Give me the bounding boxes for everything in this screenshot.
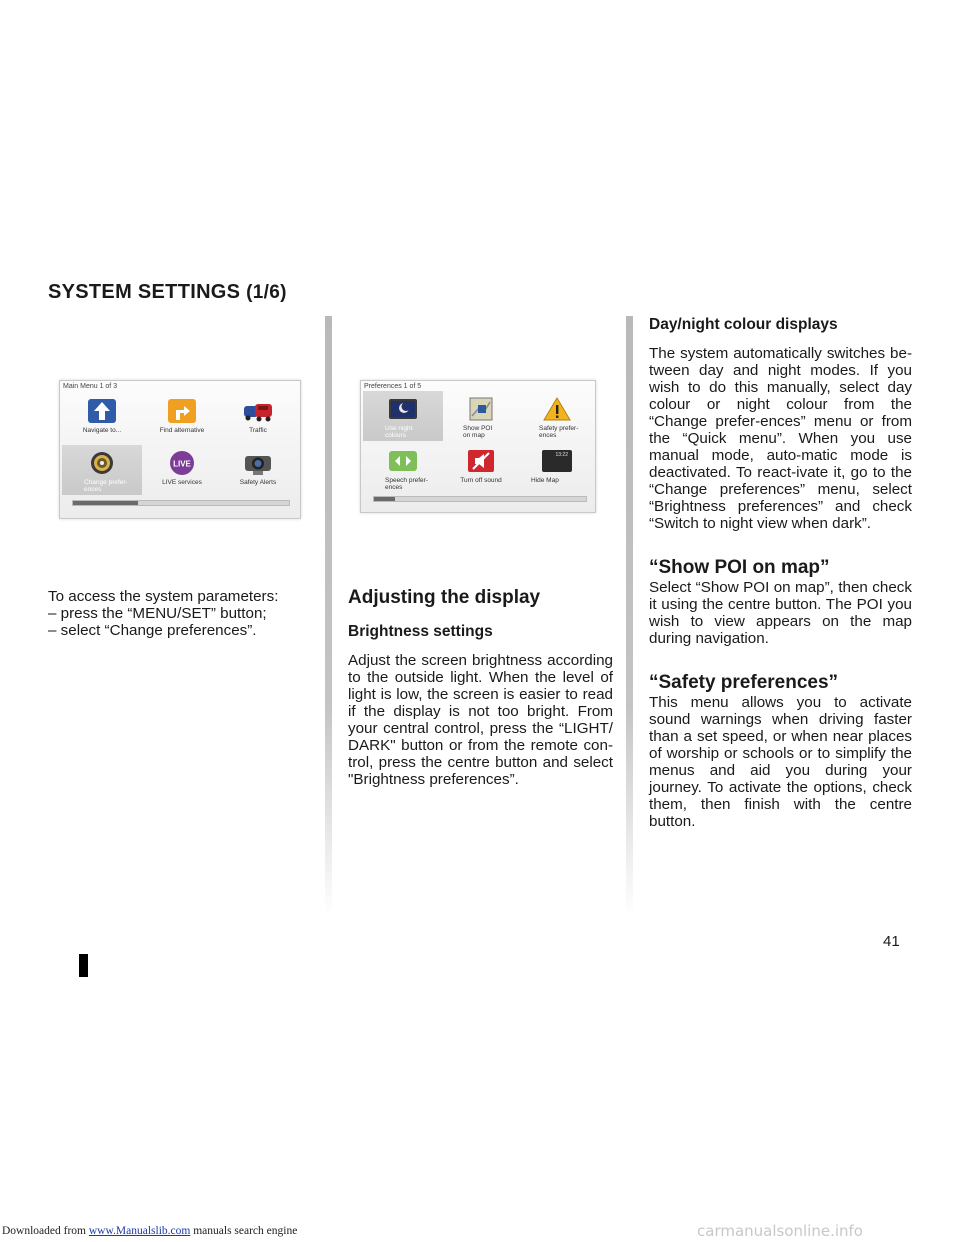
section-heading-adjusting-display: Adjusting the display: [348, 587, 541, 608]
left-column: [48, 588, 306, 639]
tile-show-poi[interactable]: [441, 391, 521, 441]
traffic-cars-icon: [243, 398, 273, 424]
scroll-thumb[interactable]: [73, 501, 138, 505]
tile-find-alternative[interactable]: [142, 393, 222, 443]
tile-change-preferences[interactable]: [62, 445, 142, 495]
tile-label: Change prefer- ences: [84, 479, 128, 493]
page-number: 41: [883, 933, 900, 950]
live-services-icon: [167, 450, 197, 476]
tile-label: Turn off sound: [460, 477, 502, 484]
page-title-part: (1/6): [246, 282, 287, 303]
tile-live-services[interactable]: [142, 445, 222, 495]
page-title: [48, 281, 287, 304]
tile-label: Speech prefer- ences: [385, 477, 428, 491]
screen-scrollbar[interactable]: [373, 496, 587, 502]
heading-show-poi: “Show POI on map”: [649, 557, 830, 578]
tile-label: Use night colours: [385, 425, 413, 439]
tile-turn-off-sound[interactable]: [441, 443, 521, 493]
access-step-2: – select “Change preferences”.: [48, 622, 257, 639]
page-title-text: SYSTEM SETTINGS: [48, 281, 241, 303]
tile-label: Safety prefer- ences: [539, 425, 579, 439]
tile-label: Show POI on map: [463, 425, 493, 439]
tile-label: Navigate to...: [82, 427, 122, 434]
right-column: [649, 316, 912, 841]
show-poi-paragraph: Select “Show POI on map”, then check it using the centre button. The POI you wish to view appears on the map during navigation.: [649, 579, 912, 647]
tile-traffic[interactable]: [218, 393, 298, 443]
tile-label: Find alternative: [159, 427, 205, 434]
screen-header: Main Menu 1 of 3: [63, 383, 118, 390]
main-menu-screen: [59, 380, 301, 519]
tile-label: Safety Alerts: [239, 479, 277, 486]
black-tab-marker: [79, 954, 88, 977]
speech-icon: [388, 448, 418, 474]
tile-safety-preferences[interactable]: [517, 391, 597, 441]
safety-alerts-camera-icon: [243, 450, 273, 476]
tile-label: Traffic: [249, 427, 267, 434]
footer-suffix: manuals search engine: [190, 1225, 298, 1237]
warning-icon: [542, 396, 572, 422]
footer-prefix: Downloaded from: [2, 1225, 89, 1237]
find-alternative-icon: [167, 398, 197, 424]
live-badge-text: LIVE: [173, 459, 191, 469]
tile-speech-preferences[interactable]: [363, 443, 443, 493]
tile-label: Hide Map: [531, 477, 559, 484]
tile-label: LIVE services: [162, 479, 202, 486]
scroll-thumb[interactable]: [374, 497, 395, 501]
column-divider-right: [626, 316, 633, 916]
subheading-day-night: Day/night colour displays: [649, 316, 838, 333]
brightness-paragraph: Adjust the screen brightness according to the outside light. When the level of light is low, the screen is easier to read if the display is not too bright. From your central control, press the “LIGHT/ DARK" button or from the remote con-trol, press the centre button and select "Brightness preferences”.: [348, 652, 613, 788]
night-colours-icon: [388, 396, 418, 422]
access-step-1: – press the “MENU/SET” button;: [48, 605, 267, 622]
tile-navigate-to[interactable]: [62, 393, 142, 443]
column-divider-left: [325, 316, 332, 916]
screen-header: Preferences 1 of 5: [364, 383, 422, 390]
access-intro: To access the system parameters:: [48, 588, 279, 605]
heading-safety-preferences: “Safety preferences”: [649, 672, 839, 693]
download-footer: [2, 1225, 297, 1237]
preferences-screen: [360, 380, 596, 513]
middle-column: [348, 587, 613, 799]
hide-map-icon: [542, 448, 572, 474]
tile-safety-alerts[interactable]: [218, 445, 298, 495]
screen-scrollbar[interactable]: [72, 500, 290, 506]
mute-icon: [466, 448, 496, 474]
tile-night-colours[interactable]: [363, 391, 443, 441]
footer-link[interactable]: www.Manualslib.com: [88, 1225, 191, 1237]
day-night-paragraph: The system automatically switches be-tween day and night modes. If you wish to do this manually, select day colour or night colour from the “Change prefer-ences” menu or from the “Quick menu”. When you use manual mode, auto-matic mode is deactivated. To react-ivate it, go to the “Change preferences” menu, select “Brightness preferences” and check “Switch to night view when dark”.: [649, 345, 912, 532]
change-preferences-icon: [87, 450, 117, 476]
subheading-brightness: Brightness settings: [348, 623, 493, 640]
show-poi-icon: [466, 396, 496, 422]
tile-hide-map[interactable]: [517, 443, 597, 493]
safety-paragraph: This menu allows you to activate sound warnings when driving faster than a set speed, or when near places of worship or schools or to simplify the menus and aid you during your journey. To activate the options, check them, then finish with the centre button.: [649, 694, 912, 830]
watermark: carmanualsonline.info: [697, 1222, 863, 1240]
navigate-arrow-icon: [87, 398, 117, 424]
hide-map-clock: 13:22: [555, 452, 568, 458]
